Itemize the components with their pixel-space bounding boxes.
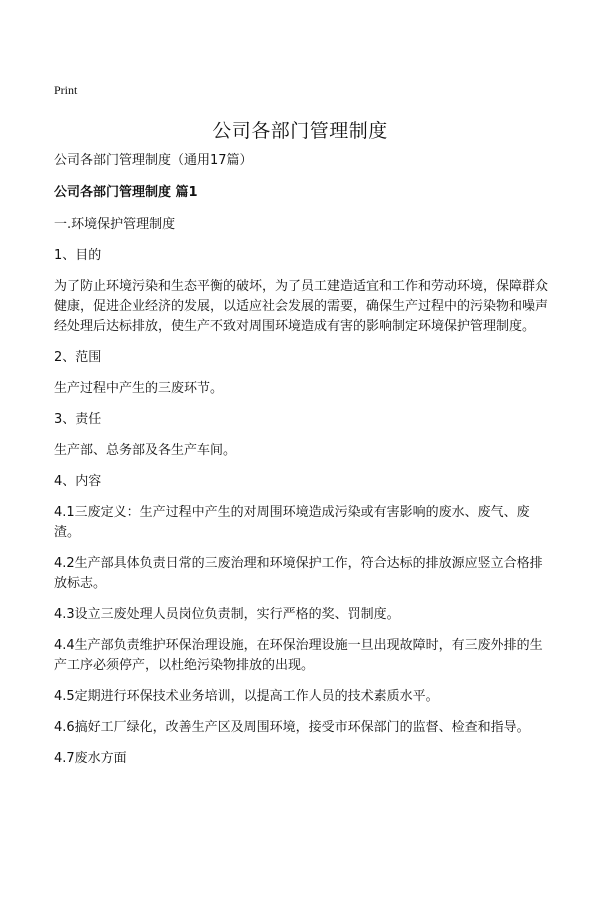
paragraph: 生产过程中产生的三废环节。: [54, 381, 224, 396]
paragraph: 4.7废水方面: [54, 751, 127, 766]
paragraph: 一.环境保护管理制度: [54, 217, 176, 232]
document-body: [54, 151, 554, 780]
document-title: 公司各部门管理制度: [212, 120, 388, 142]
paragraph: 4.2生产部具体负责日常的三废治理和环境保护工作，符合达标的排放源应竖立合格排放标志。: [54, 556, 543, 591]
paragraph: 1、目的: [54, 248, 102, 263]
document-subtitle: 公司各部门管理制度（通用17篇）: [54, 153, 253, 168]
paragraph: 4.1三废定义：生产过程中产生的对周围环境造成污染或有害影响的废水、废气、废渣。: [54, 505, 530, 540]
paragraph: 生产部、总务部及各生产车间。: [54, 443, 237, 458]
paragraph: 3、责任: [54, 412, 102, 427]
paragraph: 4.5定期进行环保技术业务培训，以提高工作人员的技术素质水平。: [54, 689, 439, 704]
section-heading: 公司各部门管理制度 篇1: [54, 185, 198, 200]
paragraph: 4.4生产部负责维护环保治理设施，在环保治理设施一旦出现故障时，有三废外排的生产工序必须停产，以杜绝污染物排放的出现。: [54, 638, 543, 673]
paragraph: 2、范围: [54, 350, 102, 365]
paragraph: 4.3设立三废处理人员岗位负责制，实行严格的奖、罚制度。: [54, 607, 400, 622]
paragraph: 4.6搞好工厂绿化，改善生产区及周围环境，接受市环保部门的监督、检查和指导。: [54, 720, 530, 735]
paragraph: 为了防止环境污染和生态平衡的破坏，为了员工建造适宜和工作和劳动环境，保障群众健康，促进企业经济的发展，以适应社会发展的需要，确保生产过程中的污染物和噪声经处理后达标排放，使生产不致对周围环境造成有害的影响制定环境保护管理制度。: [54, 279, 549, 334]
paragraph: 4、内容: [54, 474, 102, 489]
print-link[interactable]: Print: [54, 83, 78, 97]
